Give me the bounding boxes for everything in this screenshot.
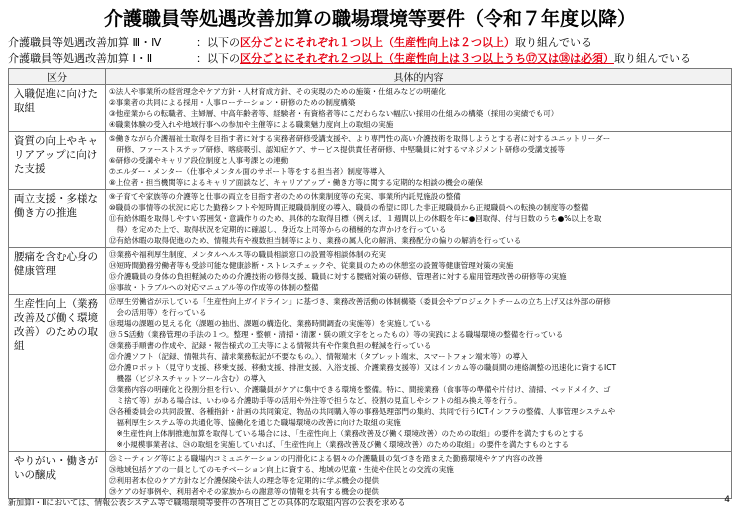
list-item: ⑧上位者・担当機関等によるキャリア面談など、キャリアアップ・働き方等に関する定期的な相談の機会の確保 (109, 178, 483, 187)
content-cell (106, 190, 732, 248)
requirement-label: 介護職員等処遇改善加算 Ⅲ・Ⅳ (8, 36, 162, 49)
table-header-row (9, 69, 732, 85)
list-item: ②事業者の共同による採用・人事ローテーション・研修のための制度構築 (109, 98, 356, 107)
header-content: 具体的内容 (106, 69, 732, 85)
list-item: ㉔各種委員会の共同設置、各種指針・計画の共同策定、物品の共同購入等の事務処理部門の集約、共同で行うICTインフラの整備、人事管理システムや (109, 407, 616, 416)
list-item: ⑦エルダー・メンター（仕事やメンタル面のサポート等をする担当者）制度等導入 (109, 167, 385, 176)
category-cell: 両立支援・多様な働き方の推進 (9, 190, 106, 248)
list-item: ⑱現場の課題の見える化（課題の抽出、課題の構造化、業務時間調査の実施等）を実施している (109, 319, 432, 328)
table-row (9, 132, 732, 190)
content-cell (106, 248, 732, 295)
list-item: 福利厚生システム等の共通化等、協働化を通じた職場環境の改善に向けた取組の実施 (109, 418, 401, 427)
list-item: ㉓業務内容の明確化と役割分担を行い、介護職員がケアに集中できる環境を整備。特に、間接業務（食事等の準備や片付け、清掃、ベッドメイク、ゴ (109, 385, 611, 394)
list-item: ⑭短時間勤務労働者等も受診可能な健康診断・ストレスチェックや、従業員のための休憩室の設置等健康管理対策の実施 (109, 261, 514, 270)
category-cell: 腰痛を含む心身の健康管理 (9, 248, 106, 295)
content-cell (106, 85, 732, 132)
content-cell (106, 132, 732, 190)
list-item: ㉑介護ソフト（記録、情報共有、請求業務転記が不要なもの。）、情報端末（タブレット端末、スマートフォン端末等）の導入 (109, 352, 528, 361)
table-row (9, 295, 732, 452)
list-item: ⑤働きながら介護福祉士取得を目指す者に対する実務者研修受講支援や、より専門性の高い介護技術を取得しようとする者に対するユニットリーダー (109, 134, 611, 143)
list-item: ㉘ケアの好事例や、利用者やその家族からの謝意等の情報を共有する機会の提供 (109, 487, 379, 496)
table-body (9, 85, 732, 499)
list-item: ④職業体験の受入れや地域行事への参加や主催等による職業魅力度向上の取組の実施 (109, 120, 394, 129)
requirement-label: 介護職員等処遇改善加算 Ⅰ・Ⅱ (8, 52, 153, 65)
category-cell: 資質の向上やキャリアアップに向けた支援 (9, 132, 106, 190)
requirement-emphasis: 区分ごとにそれぞれ１つ以上（生産性向上は２つ以上） (240, 36, 515, 49)
table-row (9, 452, 732, 499)
list-item: ⑰厚生労働省が示している「生産性向上ガイドライン」に基づき、業務改善活動の体制構築（委員会やプロジェクトチームの立ち上げ又は外部の研修 (109, 297, 611, 306)
table-row (9, 248, 732, 295)
category-cell: やりがい・働きがいの醸成 (9, 452, 106, 499)
list-item: 得）を定めた上で、取得状況を定期的に確認し、身近な上司等からの積極的な声かけを行っている (109, 225, 447, 234)
content-cell (106, 295, 732, 452)
list-item: ⑨子育てや家族等の介護等と仕事の両立を目指す者のための休業制度等の充実、事業所内託児施設の整備 (109, 192, 461, 201)
list-item: ⑩職員の事情等の状況に応じた勤務シフトや短時間正規職員制度の導入、職員の希望に即した非正規職員から正規職員への転換の制度等の整備 (109, 203, 589, 212)
list-item: ㉖地域包括ケアの一員としてのモチベーション向上に資する、地域の児童・生徒や住民との交流の実施 (109, 465, 454, 474)
list-item: ⑥研修の受講やキャリア段位制度と人事考課との連動 (109, 156, 289, 165)
category-cell: 入職促進に向けた取組 (9, 85, 106, 132)
list-item: ㉕ミーティング等による職場内コミュニケーションの円滑化による個々の介護職員の気づきを踏まえた勤務環境やケア内容の改善 (109, 454, 543, 463)
requirement-emphasis: 区分ごとにそれぞれ２つ以上（生産性向上は３つ以上うち⑰又は⑱は必須） (240, 52, 614, 65)
category-cell: 生産性向上（業務改善及び働く環境改善）のための取組 (9, 295, 106, 452)
page-number: 4 (724, 495, 730, 505)
list-item: ⑬業務や福利厚生制度、メンタルヘルス等の職員相談窓口の設置等相談体制の充実 (109, 250, 386, 259)
list-item: 研修、ファーストステップ研修、喀痰吸引、認知症ケア、サービス提供責任者研修、中堅職員に対するマネジメント研修の受講支援等 (109, 145, 565, 154)
list-item: ③他産業からの転職者、主婦層、中高年齢者等、経験者・有資格者等にこだわらない幅広い採用の仕組みの構築（採用の実績でも可） (109, 109, 559, 118)
list-item: ※小規模事業者は、㉔の取組を実施していれば、「生産性向上（業務改善及び働く環境改善）のための取組」の要件を満たすものとする (109, 440, 570, 449)
requirement-prefix: ：以下の (196, 36, 240, 49)
requirements-table (8, 68, 732, 499)
list-item: ㉒介護ロボット（見守り支援、移乗支援、移動支援、排泄支援、入浴支援、介護業務支援等）又はインカム等の職員間の連絡調整の迅速化に資するICT (109, 363, 617, 372)
list-item: ⑪有給休暇を取得しやすい雰囲気・意識作りのため、具体的な取得目標（例えば、１週間以上の休暇を年に●回取得、付与日数のうち●%以上を取 (109, 214, 602, 223)
list-item: ※生産性向上体制推進加算を取得している場合には、「生産性向上（業務改善及び働く環境改善）のための取組」の要件を満たすものとする (109, 429, 585, 438)
list-item: ①法人や事業所の経営理念やケア方針・人材育成方針、その実現のための施策・仕組みなどの明確化 (109, 87, 446, 96)
list-item: 会の活用等）を行っている (109, 308, 207, 317)
footnote: 新加算Ⅰ・Ⅱにおいては、情報公表システム等で職場環境等要件の各項目ごとの具体的な取組内容の公表を求める (8, 498, 406, 507)
table-row (9, 190, 732, 248)
list-item: ⑳業務手順書の作成や、記録・報告様式の工夫等による情報共有や作業負担の軽減を行っている (109, 341, 432, 350)
page-title: 介護職員等処遇改善加算の職場環境等要件（令和７年度以降） (103, 8, 636, 30)
requirement-row-2 (8, 50, 691, 66)
requirement-suffix: 取り組んでいる (614, 52, 691, 65)
table-row (9, 85, 732, 132)
list-item: ⑯事故・トラブルへの対応マニュアル等の作成等の体制の整備 (109, 283, 319, 292)
list-item: ミ捨て等）がある場合は、いわゆる介護助手等の活用や外注等で担うなど、役割の見直しやシフトの組み換え等を行う。 (109, 396, 522, 405)
list-item: 機器（ビジネスチャットツール含む）の導入 (109, 374, 266, 383)
requirement-prefix: ：以下の (196, 52, 240, 65)
content-cell (106, 452, 732, 499)
list-item: ⑮介護職員の身体の負担軽減のための介護技術の修得支援、職員に対する腰痛対策の研修、管理者に対する雇用管理改善の研修等の実施 (109, 272, 567, 281)
list-item: ⑲５S活動（業務管理の手法の１つ。整理・整頓・清掃・清潔・躾の頭文字をとったもの）等の実践による職場環境の整備を行っている (109, 330, 564, 339)
requirement-row-1 (8, 34, 592, 50)
list-item: ㉗利用者本位のケア方針など介護保険や法人の理念等を定期的に学ぶ機会の提供 (109, 476, 379, 485)
list-item: ⑫有給休暇の取得促進のため、情報共有や複数担当制等により、業務の属人化の解消、業務配分の偏りの解消を行っている (109, 236, 522, 245)
requirement-suffix: 取り組んでいる (515, 36, 592, 49)
header-category: 区分 (9, 69, 106, 85)
